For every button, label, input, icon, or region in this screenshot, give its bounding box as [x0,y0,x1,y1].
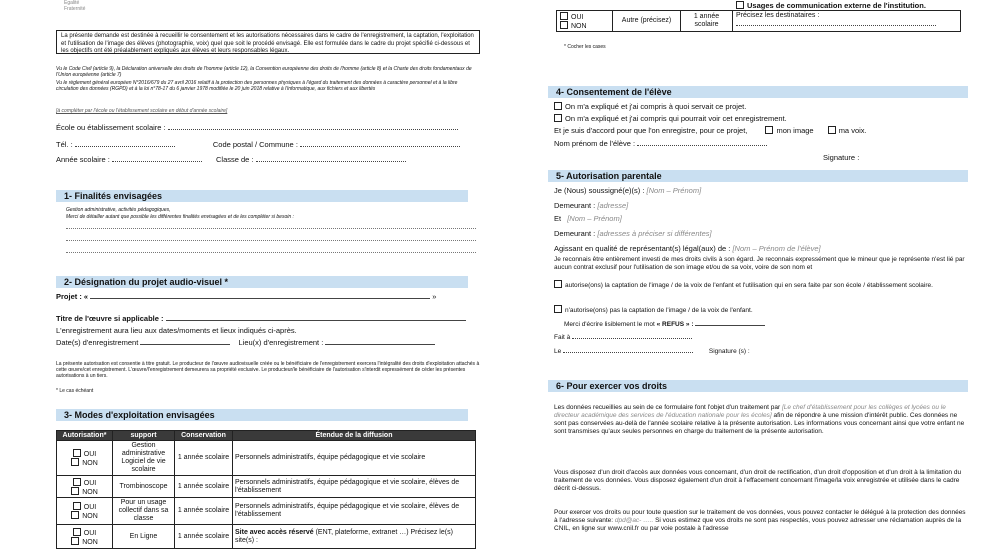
oui-checkbox[interactable] [73,528,81,536]
s5-autorise-text: autorise(ons) la captation de l'image / de la voix de l'enfant et l'utilisation qui en sera faite par son école / établissement scolaire. [565,282,933,289]
conservation-cell: 1 année scolaire [175,476,233,498]
dest-label: Précisez les destinataires : [736,12,820,19]
s4-nom-row [554,139,767,148]
autorisation-cell [57,476,113,498]
non-checkbox[interactable] [71,511,79,519]
non-label: NON [82,488,98,496]
autorisation-cell [557,11,613,32]
support-cell: En Ligne [113,525,175,549]
non-checkbox[interactable] [71,487,79,495]
usage-label: Usages de communication externe de l'institution. [747,1,926,10]
postal-label: Code postal / Commune : [212,140,298,149]
school-field[interactable] [168,124,458,130]
s4-line-1 [554,102,746,111]
lieux-label: Lieu(x) d'enregistrement : [238,338,324,347]
left-page [56,0,480,546]
table-row [57,441,476,476]
s5-dem2-row [554,229,712,238]
postal-field[interactable] [300,141,460,147]
s5-fait-field[interactable] [572,333,692,339]
th-support: support [113,431,175,441]
autorisation-cell [57,498,113,525]
projet-label: Projet : « [56,292,89,301]
s1-line-1: Gestion administrative, activités pédagogiques, [66,207,171,213]
table-row [57,476,476,498]
support-cell: Gestion administrative Logiciel de vie scolaire [113,441,175,476]
s5-agissant-placeholder[interactable]: [Nom – Prénom de l'élève] [732,244,821,253]
etendue-cell [233,525,476,549]
conservation-cell: 1 année scolaire [175,441,233,476]
autorisation-cell [57,441,113,476]
class-label: Classe de : [215,155,254,164]
gratuit-note: La présente autorisation est consentie à titre gratuit. Le producteur de l'œuvre audiovisuelle créée ou le bénéficiaire de l'enregistrement exercera l'intégralité des droits d'exploitation attachés à cette œuvre/cet enregistrement. L'œuvre/l'enregistrement demeurera sa propriété exclusive. Le producteur/le bénéficiaire de l'autorisation s'interdit expressément de céder les présentes autorisations à un tiers. [56,361,480,379]
s1-answer-line-3[interactable] [66,252,476,253]
s5-le-label: Le [554,348,562,355]
non-label: NON [571,23,587,30]
projet-row [56,292,480,301]
s4-line-3 [554,126,968,135]
s6-paragraph-2: Vous disposez d'un droit d'accès aux données vous concernant, d'un droit de rectification, d'un droit d'opposition et d'un droit à la limitation du traitement de vos données. Vous disposez également d'un droit à l'effacement concernant l'image/la voix enregistrée et utilisée dans le cadre décrit ci-dessus. [554,469,962,492]
s4-signature-label: Signature : [823,153,860,162]
s1-line-2: Merci de détailler autant que possible les différentes finalités envisagées et de les compléter si besoin : [66,214,294,220]
etendue-cell: Personnels administratifs, équipe pédagogique et vie scolaire, élèves de l'établissement [233,476,476,498]
oui-checkbox[interactable] [73,449,81,457]
table-row [57,525,476,549]
s5-paragraph: Je reconnais être entièrement investi de mes droits civils à son égard. Je reconnais expressément que le mineur que je représente n'est lié par aucun contrat exclusif pour l'utilisation de son image et/ou de sa voix, voire de son nom et [554,256,965,271]
conservation-cell: 1 année scolaire [175,525,233,549]
tel-label: Tél. : [56,140,73,149]
s5-dem-row [554,201,628,210]
class-field[interactable] [256,156,406,162]
s5-refus-pre: Merci d'écrire lisiblement le mot [564,321,655,328]
s5-dem-label: Demeurant : [554,201,596,210]
mon-image-checkbox[interactable] [765,126,773,134]
s5-dem-placeholder[interactable]: [adresse] [597,201,629,210]
right-page [548,0,968,540]
titre-field[interactable] [166,315,466,321]
tel-field[interactable] [75,141,175,147]
s6-p1-b: afin de répondre à une mission d'intérêt public. Ces données ne sont pas conservées au-delà de l'année scolaire relative à la présente autorisation. Les informations vous concernant ainsi que votre enfant ne sont transmises qu'aux seules personnes en charge du traitement de la présente autorisation. [554,412,965,435]
year-field[interactable] [112,156,202,162]
oui-label: OUI [571,14,584,21]
s5-fait-row [554,333,692,342]
s5-dem2-label: Demeurant : [554,229,596,238]
etendue-cell: Personnels administratifs, équipe pédagogique et vie scolaire, élèves de l'établissement [233,498,476,525]
s6-p1-a: Les données recueillies au sein de ce formulaire font l'objet d'un traitement par [554,404,781,411]
non-label: NON [82,460,98,467]
s4-checkbox-1[interactable] [554,102,562,110]
ma-voix-label: ma voix. [838,126,867,135]
dates-label: Date(s) d'enregistrement [56,338,139,347]
projet-field[interactable] [90,293,430,299]
dates-row [56,338,480,347]
cocher-note: * Cocher les cases [564,44,606,50]
year-label: Année scolaire : [56,155,110,164]
s5-et-placeholder[interactable]: [Nom – Prénom] [567,214,622,223]
s5-refus-field[interactable] [695,320,765,326]
s5-fait-label: Fait à [554,334,571,341]
oui-checkbox[interactable] [73,502,81,510]
etendue-rest: (ENT, plateforme, extranet …) Précisez le(s) site(s) : [235,528,453,544]
s5-et-row [554,214,622,223]
non-label: NON [82,538,98,546]
echeant-note: * Le cas échéant [56,388,94,394]
s5-nautorise-text: n'autorise(ons) pas la captation de l'image / de la voix de l'enfant. [565,307,753,314]
dest-field[interactable] [736,20,936,26]
oui-label: OUI [83,529,97,537]
autorisation-cell [57,525,113,549]
modes-table [56,430,476,549]
titre-row [56,314,480,323]
conservation-cell: 1 année scolaire [175,498,233,525]
mon-image-label: mon image [776,126,814,135]
conservation-cell: 1 année scolaire [681,11,733,32]
section-6-title: 6- Pour exercer vos droits [548,380,968,392]
s4-line-2 [554,114,787,123]
s1-answer-line-1[interactable] [66,228,476,229]
table-row [57,498,476,525]
s5-signature-label: Signature (s) : [708,348,750,355]
s5-dem2-placeholder[interactable]: [adresses à préciser si différentes] [597,229,712,238]
etendue-cell: Personnels administratifs, équipe pédagogique et vie scolaire [233,441,476,476]
support-cell: Autre (précisez) [613,11,681,32]
top-continuation-table [556,10,961,32]
non-checkbox[interactable] [71,537,79,545]
intro-box [56,30,480,54]
s6-p1-placeholder: [Le chef d'établissement pour les collèges et lycées ou le directeur académique des services de l'éducation nationale pour les écoles] [554,404,946,419]
oui-checkbox[interactable] [560,12,568,20]
s5-le-row [554,347,750,356]
non-checkbox[interactable] [560,21,568,29]
s4-nom-field[interactable] [637,140,767,146]
section-2-title: 2- Désignation du projet audio-visuel * [56,276,468,288]
oui-label: OUI [83,504,97,511]
s4-line-2-text: On m'a expliqué et j'ai compris qui pourrait voir cet enregistrement. [565,114,787,123]
s1-answer-line-2[interactable] [66,240,476,241]
s5-le-field[interactable] [563,347,693,353]
dest-cell [733,11,961,32]
section-5-title: 5- Autorisation parentale [548,170,968,182]
school-label: École ou établissement scolaire : [56,123,166,132]
dates-field[interactable] [140,339,230,345]
legal-reference-2: Vu le règlement général européen N°2016/679 du 27 avril 2016 relatif à la protection des personnes physiques à l'égard du traitement des données à caractère personnel et à la libre circulation des données (RGPD) et à la loi n°78-17 du 6 janvier 1978 modifiée le 20 juin 2018 relative à l'informatique, aux fichiers et aux libertés [56,80,458,92]
s5-agissant-label: Agissant en qualité de représentant(s) légal(aux) de : [554,244,731,253]
projet-close: » [432,292,437,301]
s4-nom-label: Nom prénom de l'élève : [554,139,636,148]
section-1-title: 1- Finalités envisagées [56,190,468,202]
s5-refus-word: « REFUS » : [656,321,694,328]
s5-je-placeholder[interactable]: [Nom – Prénom] [646,186,702,195]
s4-line-3-text: Et je suis d'accord pour que l'on enregistre, pour ce projet, [554,126,748,135]
th-conservation: Conservation [175,431,233,441]
school-row [56,123,480,132]
usage-checkbox[interactable] [736,1,744,9]
legal-reference-1: Vu le Code Civil (article 9), la Déclaration universelle des droits de l'homme (article 12), la Convention européenne des droits de l'homme (article 8) et la Charte des droits fondamentaux de l'Union européenne (article 7) [56,66,472,78]
s6-p3-a: Pour exercer vos droits ou pour toute question sur le traitement de vos données, vous pouvez contacter le délégué à la protection des données à l'adresse suivante: [554,509,966,524]
section-4-title: 4- Consentement de l'élève [548,86,968,98]
non-checkbox[interactable] [71,458,79,466]
modes-table-header [57,431,476,441]
s5-refus-row [564,320,765,329]
header-logo-text: Egalité Fraternité [64,0,86,12]
titre-label: Titre de l'œuvre si applicable : [56,314,164,323]
usage-communication-row [736,1,926,10]
ma-voix-checkbox[interactable] [828,126,836,134]
tel-row [56,140,480,149]
s5-nautorise-row [554,305,968,315]
s6-p3-placeholder: dpd@ac- ….. [614,517,654,524]
s6-paragraph-3 [554,509,968,533]
school-note: [à compléter par l'école ou l'établissement scolaire en début d'année scolaire] [56,108,228,114]
table-row [557,11,961,32]
s4-line-1-text: On m'a expliqué et j'ai compris à quoi servait ce projet. [565,102,747,111]
lieu-sentence: L'enregistrement aura lieu aux dates/moments et lieux indiqués ci-après. [56,326,297,335]
year-row [56,155,480,164]
s6-p3-b: Si vous estimez que vos droits ne sont pas respectés, vous pouvez adresser une réclamation auprès de la CNIL, en ligne sur www.cnil.fr ou par voie postale à l'adresse [554,517,962,532]
intro-text: La présente demande est destinée à recueillir le consentement et les autorisations nécessaires dans le cadre de l'enregistrement, la captation, l'exploitation et l'utilisation de l'image des élèves (photographie, voix) quel que soit le procédé envisagé. Elle est formulée dans le cadre du projet spécifié ci-dessous et les objectifs ont été préalablement expliqués aux élèves et leurs responsables légaux. [61,33,474,54]
s5-je-row [554,186,701,195]
s5-je-label: Je (Nous) soussigné(e)(s) : [554,186,645,195]
nautorise-checkbox[interactable] [554,305,562,313]
s4-checkbox-2[interactable] [554,114,562,122]
support-cell: Trombinoscope [113,476,175,498]
lieux-field[interactable] [325,339,435,345]
th-etendue: Étendue de la diffusion [233,431,476,441]
support-cell: Pour un usage collectif dans sa classe [113,498,175,525]
oui-label: OUI [83,479,97,487]
s5-et-label: Et [554,214,562,223]
oui-checkbox[interactable] [73,478,81,486]
s6-paragraph-1 [554,404,968,436]
s5-agissant-row [554,244,821,253]
section-3-title: 3- Modes d'exploitation envisagées [56,409,468,421]
oui-label: OUI [83,451,97,458]
non-label: NON [82,513,98,520]
th-autorisation: Autorisation* [57,431,113,441]
etendue-bold: Site avec accès réservé [235,528,314,536]
s5-autorise-row [554,280,968,290]
autorise-checkbox[interactable] [554,280,562,288]
